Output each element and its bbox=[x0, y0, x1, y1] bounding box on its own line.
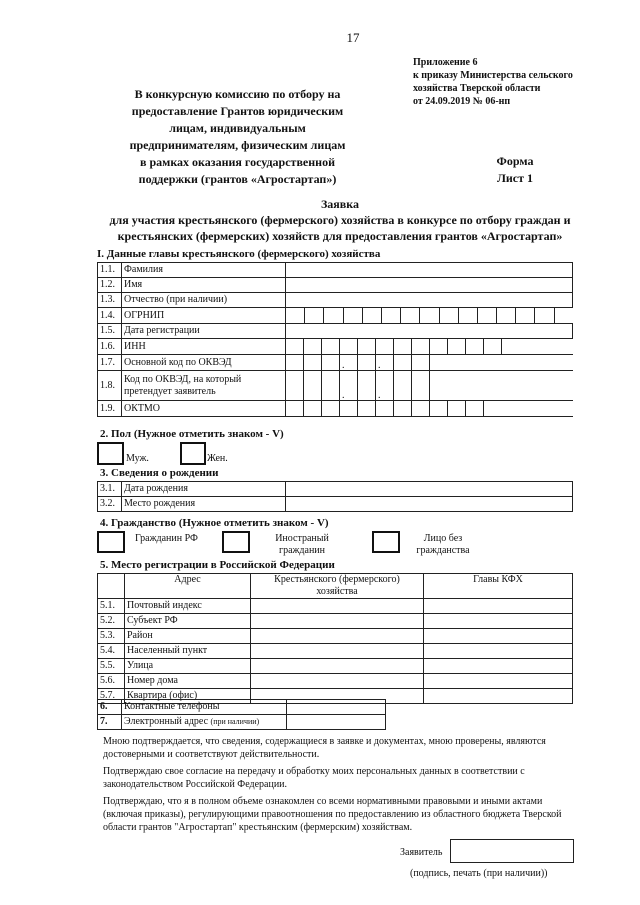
value-cell[interactable] bbox=[286, 371, 573, 401]
char-cell[interactable] bbox=[286, 339, 304, 354]
stateless-label: Лицо без гражданства bbox=[416, 533, 470, 556]
char-cell[interactable] bbox=[322, 371, 340, 400]
value-cell[interactable] bbox=[286, 308, 573, 324]
row-label: Почтовый индекс bbox=[125, 599, 251, 614]
row-number: 1.5. bbox=[98, 324, 122, 339]
char-cell[interactable] bbox=[363, 308, 382, 323]
foreign-citizen-label: Иностраный гражданин bbox=[275, 533, 329, 556]
char-cell[interactable] bbox=[420, 308, 439, 323]
char-cell[interactable] bbox=[394, 401, 412, 416]
char-cell[interactable] bbox=[412, 401, 430, 416]
value-cell[interactable] bbox=[287, 700, 386, 715]
table-row bbox=[98, 371, 573, 401]
row-number: 1.9. bbox=[98, 401, 122, 417]
addressee-line: лицам, индивидуальным bbox=[169, 121, 306, 135]
row-number: 3.1. bbox=[98, 482, 122, 497]
char-cell[interactable] bbox=[322, 355, 340, 370]
table-row bbox=[98, 482, 573, 497]
char-cell[interactable] bbox=[440, 308, 459, 323]
signature-note: (подпись, печать (при наличии)) bbox=[410, 868, 548, 879]
char-cell[interactable] bbox=[376, 339, 394, 354]
contacts-table bbox=[97, 699, 386, 730]
sheet-text: Лист 1 bbox=[496, 171, 534, 185]
char-cell[interactable] bbox=[340, 371, 358, 400]
appendix-line: к приказу Министерства сельского bbox=[413, 70, 573, 81]
section1-heading: I. Данные главы крестьянского (фермерского) хозяйства bbox=[97, 248, 381, 260]
table-row bbox=[98, 355, 573, 371]
value-cell[interactable] bbox=[286, 293, 573, 308]
char-cell[interactable] bbox=[376, 401, 394, 416]
table-row bbox=[98, 497, 573, 512]
table-row bbox=[98, 644, 573, 659]
row-number: 5.2. bbox=[98, 614, 125, 629]
char-grid bbox=[286, 401, 573, 416]
row-label: Дата рождения bbox=[122, 482, 286, 497]
addressee-line: поддержки (грантов «Агростартап») bbox=[138, 172, 337, 186]
document-title bbox=[40, 196, 640, 244]
row-label: Квартира (офис) bbox=[125, 689, 251, 704]
table-row bbox=[98, 700, 386, 715]
char-cell[interactable] bbox=[448, 339, 466, 354]
table-header-row bbox=[98, 574, 573, 599]
registration-table bbox=[97, 573, 573, 704]
applicant-label: Заявитель bbox=[400, 847, 443, 858]
table-row bbox=[98, 308, 573, 324]
row-number: 3.2. bbox=[98, 497, 122, 512]
paragraph: Подтверждаю, что я в полном объеме ознакомлен со всеми нормативными правовыми и иными актами (включая приказы), регулирующими правоотношения по предоставлению из областного бюджета Тверской области грантов "Агростартап" крестьянским (фермерским) хозяйствам. bbox=[103, 796, 562, 833]
female-label: Жен. bbox=[207, 453, 228, 464]
table-row bbox=[98, 263, 573, 278]
head-value-cell[interactable] bbox=[424, 689, 573, 704]
char-cell[interactable] bbox=[286, 401, 304, 416]
table-row bbox=[98, 278, 573, 293]
char-grid bbox=[286, 339, 573, 354]
table-row bbox=[98, 629, 573, 644]
signature-field[interactable] bbox=[450, 839, 574, 863]
row-label: Отчество (при наличии) bbox=[122, 293, 286, 308]
row-number: 1.7. bbox=[98, 355, 122, 371]
row-label: ИНН bbox=[122, 339, 286, 355]
citizen-rf-label: Гражданин РФ bbox=[135, 533, 198, 544]
table-row bbox=[98, 293, 573, 308]
value-cell[interactable] bbox=[286, 401, 573, 417]
row-label: Место рождения bbox=[122, 497, 286, 512]
value-cell[interactable] bbox=[286, 263, 573, 278]
char-cell[interactable] bbox=[376, 371, 394, 400]
char-cell[interactable] bbox=[555, 308, 573, 323]
addressee-line: предпринимателям, физическим лицам bbox=[129, 138, 346, 152]
appendix-line: от 24.09.2019 № 06-нп bbox=[413, 96, 511, 107]
head-data-table bbox=[97, 262, 573, 417]
row-number: 5.3. bbox=[98, 629, 125, 644]
row-number: 1.6. bbox=[98, 339, 122, 355]
row-label bbox=[122, 700, 287, 715]
char-cell[interactable] bbox=[401, 308, 420, 323]
head-value-cell[interactable] bbox=[424, 644, 573, 659]
table-row bbox=[98, 324, 573, 339]
char-cell[interactable] bbox=[304, 355, 322, 370]
label-note: (при наличии) bbox=[210, 717, 260, 726]
char-grid bbox=[286, 371, 573, 400]
appendix-note bbox=[413, 56, 573, 108]
row-number: 5.7. bbox=[98, 689, 125, 704]
char-cell[interactable] bbox=[304, 339, 322, 354]
char-cell[interactable] bbox=[516, 308, 535, 323]
char-cell[interactable] bbox=[340, 355, 358, 370]
table-row bbox=[98, 715, 386, 730]
male-checkbox[interactable] bbox=[97, 442, 124, 465]
row-label: Основной код по ОКВЭД bbox=[122, 355, 286, 371]
title-text: Заявка bbox=[320, 197, 360, 211]
char-cell[interactable] bbox=[358, 401, 376, 416]
table-row bbox=[98, 659, 573, 674]
char-cell[interactable] bbox=[305, 308, 324, 323]
head-value-cell[interactable] bbox=[424, 674, 573, 689]
head-value-cell[interactable] bbox=[424, 599, 573, 614]
value-cell[interactable] bbox=[287, 715, 386, 730]
char-cell[interactable] bbox=[412, 339, 430, 354]
farm-value-cell[interactable] bbox=[251, 644, 424, 659]
birth-table bbox=[97, 481, 573, 512]
row-label: Код по ОКВЭД, на который претендует заявитель bbox=[122, 371, 286, 401]
char-cell[interactable] bbox=[358, 339, 376, 354]
farm-value-cell[interactable] bbox=[251, 599, 424, 614]
label-text: Контактные телефоны bbox=[124, 701, 220, 712]
page-number: 17 bbox=[346, 30, 360, 45]
char-cell[interactable] bbox=[344, 308, 363, 323]
row-number: 1.8. bbox=[98, 371, 122, 401]
char-cell[interactable] bbox=[394, 355, 412, 370]
farm-value-cell[interactable] bbox=[251, 614, 424, 629]
char-cell[interactable] bbox=[466, 401, 484, 416]
addressee-line: предоставление Грантов юридическим bbox=[131, 104, 344, 118]
addressee-line: В конкурсную комиссию по отбору на bbox=[134, 87, 341, 101]
subtitle-line: крестьянских (фермерских) хозяйств для предоставления грантов «Агростартап» bbox=[117, 229, 563, 243]
head-value-cell[interactable] bbox=[424, 614, 573, 629]
section2-heading: 2. Пол (Нужное отметить знаком - V) bbox=[100, 428, 284, 440]
row-number: 1.3. bbox=[98, 293, 122, 308]
char-cell[interactable] bbox=[497, 308, 516, 323]
row-number: 5.5. bbox=[98, 659, 125, 674]
header-head: Главы КФХ bbox=[424, 574, 573, 599]
char-grid bbox=[286, 308, 573, 323]
value-cell[interactable] bbox=[286, 482, 573, 497]
farm-value-cell[interactable] bbox=[251, 674, 424, 689]
row-label: Дата регистрации bbox=[122, 324, 286, 339]
char-cell[interactable] bbox=[466, 339, 484, 354]
char-cell[interactable] bbox=[358, 371, 376, 400]
char-cell[interactable] bbox=[412, 371, 430, 400]
female-checkbox[interactable] bbox=[180, 442, 206, 465]
table-row bbox=[98, 614, 573, 629]
char-cell[interactable] bbox=[322, 339, 340, 354]
char-cell[interactable] bbox=[324, 308, 343, 323]
value-cell[interactable] bbox=[286, 324, 573, 339]
table-row bbox=[98, 599, 573, 614]
table-row bbox=[98, 674, 573, 689]
char-cell[interactable] bbox=[304, 371, 322, 400]
char-grid bbox=[286, 355, 573, 370]
form-label bbox=[480, 153, 550, 187]
row-label: Район bbox=[125, 629, 251, 644]
row-number: 6. bbox=[98, 700, 122, 715]
male-label: Муж. bbox=[126, 453, 149, 464]
section5-heading: 5. Место регистрации в Российской Федерации bbox=[100, 559, 335, 571]
foreign-citizen-checkbox[interactable] bbox=[222, 531, 250, 553]
value-cell[interactable] bbox=[286, 497, 573, 512]
char-cell[interactable] bbox=[394, 339, 412, 354]
section4-heading: 4. Гражданство (Нужное отметить знаком - V) bbox=[100, 517, 329, 529]
citizen-rf-checkbox[interactable] bbox=[97, 531, 125, 553]
row-number: 1.1. bbox=[98, 263, 122, 278]
subtitle-line: для участия крестьянского (фермерского) хозяйства в конкурсе по отбору граждан и bbox=[109, 213, 571, 227]
value-cell[interactable] bbox=[286, 278, 573, 293]
char-cell[interactable] bbox=[478, 308, 497, 323]
char-cell[interactable] bbox=[382, 308, 401, 323]
char-cell[interactable] bbox=[448, 401, 466, 416]
header-address: Адрес bbox=[125, 574, 251, 599]
char-cell[interactable] bbox=[484, 339, 502, 354]
head-value-cell[interactable] bbox=[424, 629, 573, 644]
char-cell[interactable] bbox=[430, 339, 448, 354]
addressee-line: в рамках оказания государственной bbox=[139, 155, 335, 169]
table-row bbox=[98, 339, 573, 355]
char-cell[interactable] bbox=[286, 371, 304, 400]
char-cell[interactable] bbox=[340, 339, 358, 354]
char-cell[interactable] bbox=[304, 401, 322, 416]
table-row bbox=[98, 401, 573, 417]
row-label: Фамилия bbox=[122, 263, 286, 278]
char-cell[interactable] bbox=[430, 401, 448, 416]
value-cell[interactable] bbox=[286, 355, 573, 371]
row-number: 5.4. bbox=[98, 644, 125, 659]
header-farm: Крестьянского (фермерского) хозяйства bbox=[251, 574, 424, 599]
char-cell[interactable] bbox=[322, 401, 340, 416]
form-text: Форма bbox=[496, 154, 534, 168]
row-label: ОГРНИП bbox=[122, 308, 286, 324]
farm-value-cell[interactable] bbox=[251, 629, 424, 644]
label-text: Электронный адрес bbox=[124, 716, 209, 727]
value-cell[interactable] bbox=[286, 339, 573, 355]
row-label bbox=[122, 715, 287, 730]
row-number: 7. bbox=[98, 715, 122, 730]
char-cell[interactable] bbox=[340, 401, 358, 416]
row-number: 1.2. bbox=[98, 278, 122, 293]
row-number: 5.1. bbox=[98, 599, 125, 614]
row-label: Имя bbox=[122, 278, 286, 293]
char-cell[interactable] bbox=[412, 355, 430, 370]
char-cell[interactable] bbox=[535, 308, 554, 323]
appendix-line: Приложение 6 bbox=[413, 57, 478, 68]
header-cell bbox=[98, 574, 125, 599]
section3-heading: 3. Сведения о рождении bbox=[100, 467, 219, 479]
paragraph: Подтверждаю свое согласие на передачу и обработку моих персональных данных в соответствии с законодательством Российской Федерации. bbox=[103, 766, 525, 790]
char-cell[interactable] bbox=[286, 355, 304, 370]
row-label: ОКТМО bbox=[122, 401, 286, 417]
char-cell[interactable] bbox=[376, 355, 394, 370]
stateless-checkbox[interactable] bbox=[372, 531, 400, 553]
row-number: 1.4. bbox=[98, 308, 122, 324]
row-label: Субъект РФ bbox=[125, 614, 251, 629]
addressee bbox=[90, 86, 385, 188]
char-cell[interactable] bbox=[394, 371, 412, 400]
confirmations bbox=[103, 735, 581, 838]
row-label: Номер дома bbox=[125, 674, 251, 689]
char-cell[interactable] bbox=[358, 355, 376, 370]
farm-value-cell[interactable] bbox=[251, 659, 424, 674]
head-value-cell[interactable] bbox=[424, 659, 573, 674]
row-label: Улица bbox=[125, 659, 251, 674]
char-cell[interactable] bbox=[286, 308, 305, 323]
row-number: 5.6. bbox=[98, 674, 125, 689]
char-cell[interactable] bbox=[459, 308, 478, 323]
row-label: Населенный пункт bbox=[125, 644, 251, 659]
paragraph: Мною подтверждается, что сведения, содержащиеся в заявке и документах, мною проверены, являются достоверными и соответствуют действительности. bbox=[103, 736, 546, 760]
appendix-line: хозяйства Тверской области bbox=[413, 83, 541, 94]
